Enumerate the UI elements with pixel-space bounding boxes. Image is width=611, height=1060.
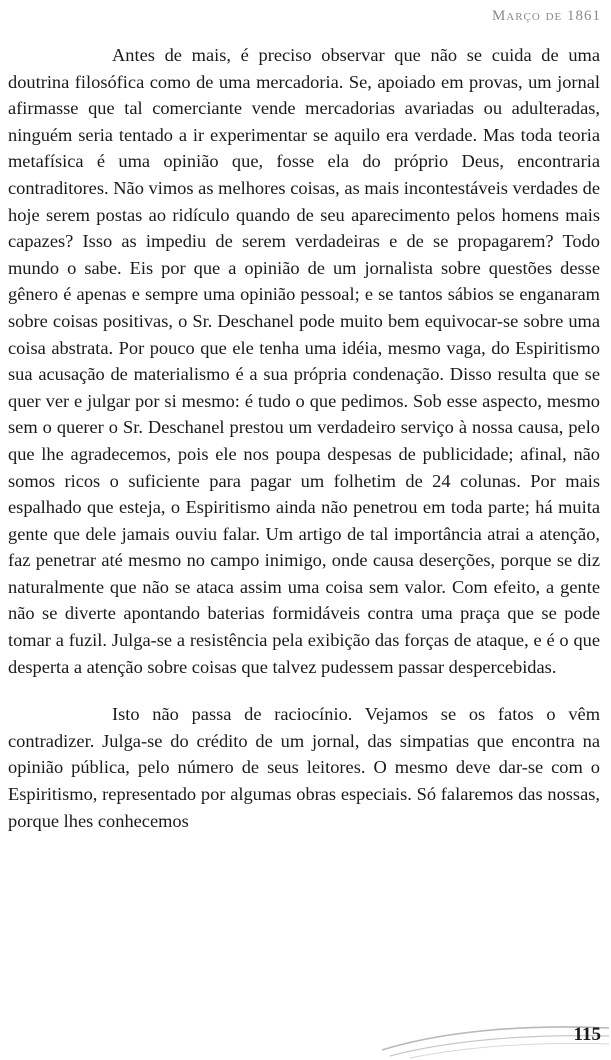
page-number: 115 bbox=[573, 1024, 601, 1045]
paragraph-2: Isto não passa de raciocínio. Vejamos se os fatos o vêm contradizer. Julga-se do crédito de um jornal, das simpatias que encontra na opinião pública, pelo número de seus leitores. O mesmo deve dar-se com o Espiritismo, representado por algumas obras especiais. Só falaremos das nossas, porque lhes conhecemos bbox=[8, 704, 600, 831]
running-header: Março de 1861 bbox=[491, 8, 601, 24]
page-body bbox=[8, 42, 600, 834]
paragraph-1: Antes de mais, é preciso observar que não se cuida de uma doutrina filosófica como de uma mercadoria. Se, apoiado em provas, um jornal afirmasse que tal comerciante vende mercadorias avariadas ou adulteradas, ninguém seria tentado a ir experimentar se aquilo era verdade. Mas toda teoria metafísica é uma opinião que, fosse ela do próprio Deus, encontraria contraditores. Não vimos as melhores coisas, as mais incontestáveis verdades de hoje serem postas ao ridículo quando de seu aparecimento pelos homens mais capazes? Isso as impediu de serem verdadeiras e de se propagarem? Todo mundo o sabe. Eis por que a opinião de um jornalista sobre questões desse gênero é apenas e sempre uma opinião pessoal; e se tantos sábios se enganaram sobre coisas positivas, o Sr. Deschanel pode muito bem equivocar-se sobre uma coisa abstrata. Por pouco que ele tenha uma idéia, mesmo vaga, do Espiritismo sua acusação de materialismo é a sua própria condenação. Disso resulta que se quer ver e julgar por si mesmo: é tudo o que pedimos. Sob esse aspecto, mesmo sem o querer o Sr. Deschanel prestou um verdadeiro serviço à nossa causa, pelo que lhe agradecemos, pois ele nos poupa despesas de publicidade; afinal, não somos ricos o suficiente para pagar um folhetim de 24 colunas. Por mais espalhado que esteja, o Espiritismo ainda não penetrou em toda parte; há muita gente que dele jamais ouviu falar. Um artigo de tal importância atrai a atenção, faz penetrar até mesmo no campo inimigo, onde causa deserções, porque se diz naturalmente que não se ataca assim uma coisa sem valor. Com efeito, a gente não se diverte apontando baterias formidáveis contra uma praça que se pode tomar a fuzil. Julga-se a resistência pela exibição das forças de ataque, e é o que desperta a atenção sobre coisas que talvez pudessem passar despercebidas. bbox=[8, 45, 600, 677]
